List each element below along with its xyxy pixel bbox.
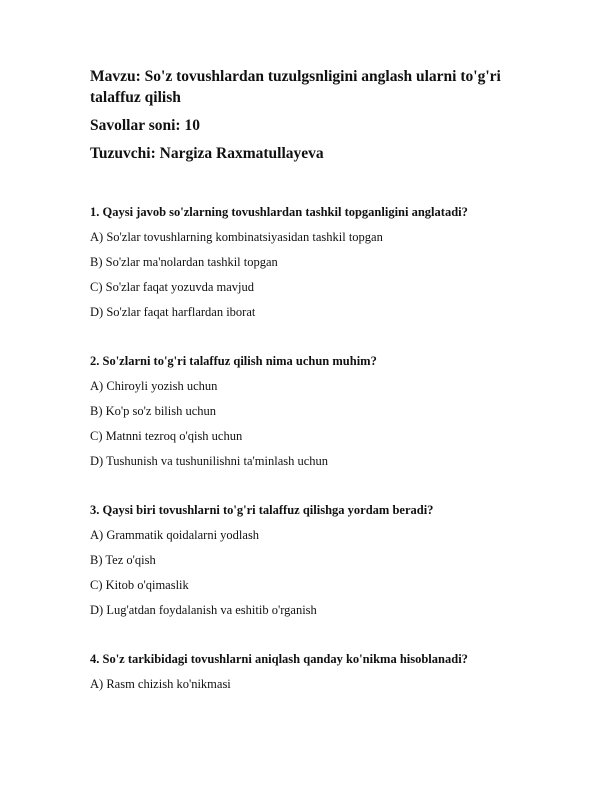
answer-option-c: C) Matnni tezroq o'qish uchun bbox=[90, 429, 243, 443]
question-list bbox=[90, 204, 540, 701]
author-line: Tuzuvchi: Nargiza Raxmatullayeva bbox=[90, 145, 324, 162]
question-1 bbox=[90, 204, 540, 320]
question-4 bbox=[90, 651, 540, 692]
answer-option-d: D) Tushunish va tushunilishni ta'minlash uchun bbox=[90, 454, 329, 468]
question-2 bbox=[90, 353, 540, 469]
answer-option-a: A) Chiroyli yozish uchun bbox=[90, 379, 218, 393]
answer-option-d: D) So'zlar faqat harflardan iborat bbox=[90, 305, 256, 319]
answer-option-b: B) Ko'p so'z bilish uchun bbox=[90, 404, 217, 418]
question-text: 1. Qaysi javob so'zlarning tovushlardan tashkil topganligini anglatadi? bbox=[90, 205, 468, 219]
answer-option-d: D) Lug'atdan foydalanish va eshitib o'rganish bbox=[90, 603, 317, 617]
answer-option-a: A) Grammatik qoidalarni yodlash bbox=[90, 528, 260, 542]
question-text: 3. Qaysi biri tovushlarni to'g'ri talaffuz qilishga yordam beradi? bbox=[90, 503, 434, 517]
question-text: 2. So'zlarni to'g'ri talaffuz qilish nima uchun muhim? bbox=[90, 354, 377, 368]
answer-option-a: A) So'zlar tovushlarning kombinatsiyasidan tashkil topgan bbox=[90, 230, 383, 244]
answer-option-a: A) Rasm chizish ko'nikmasi bbox=[90, 677, 231, 691]
answer-option-b: B) Tez o'qish bbox=[90, 553, 156, 567]
document-title: Mavzu: So'z tovushlardan tuzulgsnligini anglash ularni to'g'ri talaffuz qilish bbox=[90, 68, 501, 106]
question-spacer bbox=[90, 627, 540, 651]
answer-option-c: C) Kitob o'qimaslik bbox=[90, 578, 189, 592]
question-text: 4. So'z tarkibidagi tovushlarni aniqlash qanday ko'nikma hisoblanadi? bbox=[90, 652, 468, 666]
document-header bbox=[90, 66, 540, 164]
question-spacer bbox=[90, 478, 540, 502]
question-spacer bbox=[90, 329, 540, 353]
question-count: Savollar soni: 10 bbox=[90, 117, 200, 134]
answer-option-b: B) So'zlar ma'nolardan tashkil topgan bbox=[90, 255, 278, 269]
question-3 bbox=[90, 502, 540, 618]
answer-option-c: C) So'zlar faqat yozuvda mavjud bbox=[90, 280, 255, 294]
